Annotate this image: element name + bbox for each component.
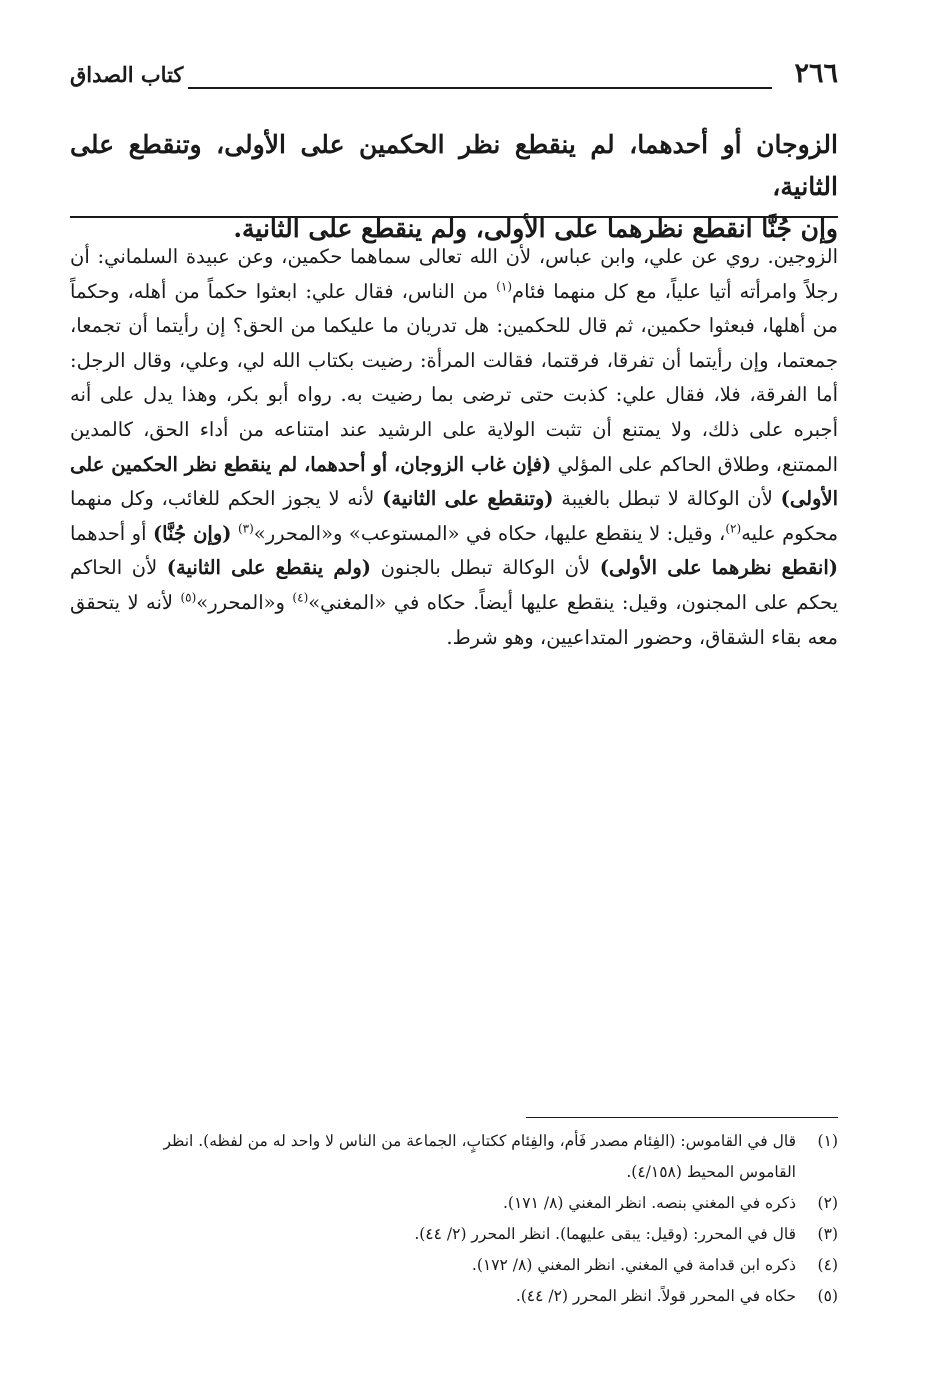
footnote-text (70, 1188, 796, 1219)
running-title: كتاب الصداق (70, 62, 184, 87)
commentary-text: من الناس، فقال علي: ابعثوا حكماً من أهله، وحكماً من أهلها، فبعثوا حكمين، ثم قال للحكمين: هل تدريان ما عليكما من الحق؟ إن رأيتما أن تجمعا، جمعتما، وإن رأيتما أن تفرقا، فرقتما، فقالت المرأة: رضيت بكتاب الله لي، وعلي، وقال الرجل: أما الفرقة، فلا، فقال علي: كذبت حتى ترضى بما رضيت به. رواه أبو بكر، وهذا يدل على أنه أجبره على ذلك، ولا يمتنع أن تثبت الولاية على الرشيد عند امتناعه من أداء الحق، كالمدين الممتنع، وطلاق الحاكم على المؤلي (70, 279, 838, 476)
page-header (70, 58, 838, 94)
footnote-number: (٥) (817, 1287, 838, 1305)
footnote-text (70, 1281, 796, 1312)
footnote-line: قال في المحرر: (وقيل: يبقى عليهما). انظر المحرر (٢/ ٤٤). (414, 1225, 796, 1243)
main-text-line: وإن جُنَّا انقطع نظرهما على الأولى، ولم ينقطع على الثانية. (233, 214, 838, 243)
footnote-ref-2: (٢) (725, 521, 742, 536)
footnote-ref-4: (٤) (292, 590, 309, 605)
commentary-text: لأن الوكالة لا تبطل بالغيبة (553, 487, 781, 511)
footnote-divider (526, 1117, 838, 1118)
header-rule (188, 87, 772, 89)
footnote-text (70, 1250, 796, 1281)
commentary-paragraph (70, 240, 838, 655)
commentary-text: ، وقيل: لا ينقطع عليها، حكاه في «المستوعب» و«المحرر» (253, 521, 726, 545)
footnote-number: (٢) (817, 1194, 838, 1212)
commentary (70, 240, 838, 655)
footnotes (70, 1126, 838, 1312)
main-text (70, 124, 838, 250)
footnote-text (70, 1219, 796, 1250)
footnote-ref-5: (٥) (180, 590, 197, 605)
footnote-number: (١) (817, 1132, 838, 1150)
commentary-text: و«المحرر» (196, 590, 293, 614)
footnote-line: قال في القاموس: (الفِئام مصدر فَأم، والفِئام ككتابٍ، الجماعة من الناس لا واحد له من لفظه). انظر (163, 1132, 796, 1150)
commentary-text: لأنه لا يتحقق معه بقاء الشقاق، وحضور المتداعيين، وهو شرط. (70, 590, 838, 649)
commentary-text: لأن الوكالة تبطل بالجنون (370, 556, 600, 580)
footnote (70, 1126, 838, 1188)
footnote (70, 1219, 838, 1250)
commentary-text: أو أحدهما (70, 521, 153, 545)
main-text-line: الزوجان أو أحدهما، لم ينقطع نظر الحكمين على الأولى، وتنقطع على الثانية، (70, 130, 838, 201)
commentary-text: لأن الحاكم يحكم على المجنون، وقيل: ينقطع عليها أيضاً. حكاه في «المغني» (70, 556, 839, 614)
footnote-text (70, 1126, 796, 1188)
commentary-text: لأنه لا يجوز الحكم للغائب، وكل منهما محكوم عليه (70, 487, 839, 545)
page-number: ٢٦٦ (794, 58, 838, 89)
quoted-matn: (وإن جُنَّا) (152, 521, 232, 545)
footnote (70, 1250, 838, 1281)
footnote-number: (٤) (817, 1256, 838, 1274)
footnote-line: ذكره في المغني بنصه. انظر المغني (٨/ ١٧١). (502, 1194, 796, 1212)
footnote-ref-3: (٣) (237, 521, 254, 536)
footnote (70, 1281, 838, 1312)
footnote-ref-1: (١) (496, 279, 512, 294)
quoted-matn: (ولم ينقطع على الثانية) (166, 556, 371, 580)
quoted-matn: (فإن غاب الزوجان، أو أحدهما، لم ينقطع نظر الحكمين على الأولى) (70, 452, 839, 511)
footnote-line: القاموس المحيط (٤/١٥٨). (626, 1163, 796, 1181)
commentary-text: الزوجين. روي عن علي، وابن عباس، لأن الله تعالى سماهما حكمين، وعن عبيدة السلماني: أن رجلاً وامرأته أتيا علياً، مع كل منهما فئام (70, 245, 839, 303)
footnote (70, 1188, 838, 1219)
footnote-line: ذكره ابن قدامة في المغني. انظر المغني (٨/ ١٧٢). (471, 1256, 796, 1274)
section-divider (70, 216, 838, 218)
quoted-matn: (وتنقطع على الثانية) (382, 487, 554, 511)
footnote-number: (٣) (817, 1225, 838, 1243)
quoted-matn: (انقطع نظرهما على الأولى) (599, 556, 838, 580)
footnote-line: حكاه في المحرر قولاً. انظر المحرر (٢/ ٤٤). (515, 1287, 796, 1305)
